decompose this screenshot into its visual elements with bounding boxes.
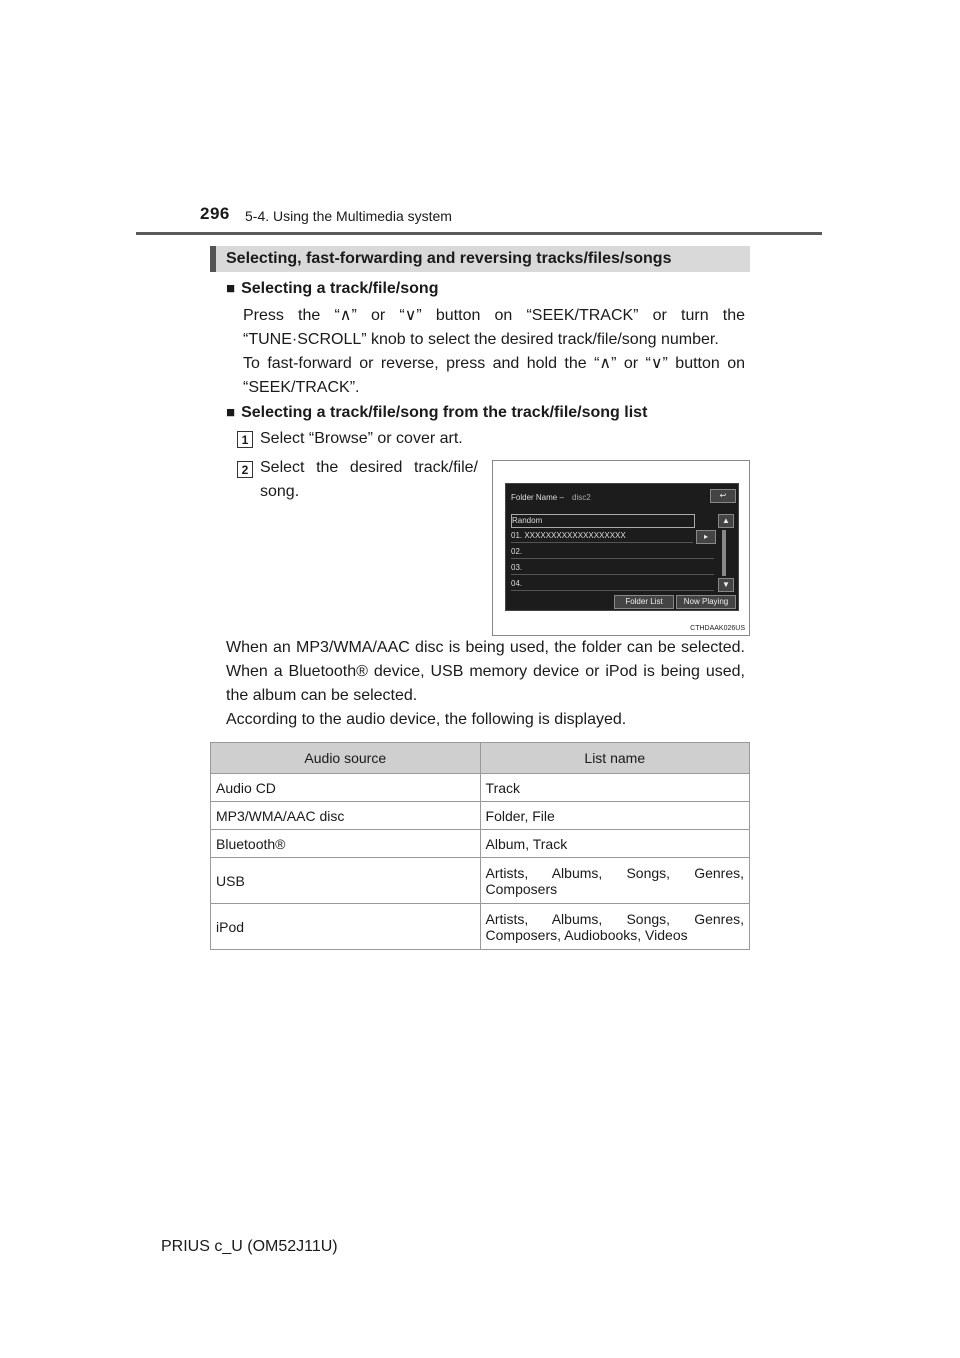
- paragraph-press-button: Press the “∧” or “∨” button on “SEEK/TRACK” or turn the “TUNE·SCROLL” knob to select the desired track/file/song number.: [243, 307, 745, 348]
- step-2-badge: 2: [237, 461, 253, 478]
- step-1-badge: 1: [237, 431, 253, 448]
- audio-source-table: [210, 742, 750, 950]
- section-title-band: [210, 246, 750, 272]
- paragraph-following-displayed: According to the audio device, the following is displayed.: [226, 711, 627, 728]
- column-header: Audio source: [211, 743, 481, 774]
- table-cell: Artists, Albums, Songs, Genres, Composers: [480, 858, 749, 904]
- step-1-text: Select “Browse” or cover art.: [260, 430, 463, 447]
- section-header: 5-4. Using the Multimedia system: [245, 208, 452, 224]
- list-item[interactable]: 04.: [511, 578, 714, 591]
- multimedia-screen: [505, 483, 739, 611]
- list-item[interactable]: 02.: [511, 546, 714, 559]
- table-cell: Folder, File: [480, 802, 749, 830]
- table-cell: USB: [211, 858, 481, 904]
- play-icon: ▸: [703, 532, 708, 541]
- table-cell: iPod: [211, 904, 481, 950]
- paragraph-folder-album: When an MP3/WMA/AAC disc is being used, the folder can be selected. When a Bluetooth® device, USB memory device or iPod is being used, the album can be selected.: [226, 639, 745, 704]
- table-row: [211, 802, 750, 830]
- back-button[interactable]: [710, 489, 736, 503]
- table-row: [211, 858, 750, 904]
- folder-list-button[interactable]: Folder List: [614, 595, 674, 609]
- figure-code: CTHDAAK026US: [690, 625, 745, 632]
- square-bullet-icon: ■: [226, 404, 236, 421]
- return-arrow-icon: ↩: [719, 491, 727, 500]
- table-cell: MP3/WMA/AAC disc: [211, 802, 481, 830]
- table-cell: Audio CD: [211, 774, 481, 802]
- paragraph-fast-forward: To fast-forward or reverse, press and hold the “∧” or “∨” button on “SEEK/TRACK”.: [243, 355, 745, 396]
- list-item[interactable]: Random: [511, 514, 695, 528]
- scroll-down-button[interactable]: [718, 578, 734, 592]
- header-rule: [136, 232, 822, 235]
- list-item[interactable]: 01. XXXXXXXXXXXXXXXXXXX: [511, 530, 693, 543]
- up-arrow-icon: ▲: [722, 516, 730, 525]
- section-title: Selecting, fast-forwarding and reversing tracks/files/songs: [226, 250, 672, 267]
- step-2-text: Select the desired track/file/ song.: [260, 459, 478, 500]
- folder-name-label: Folder Name –: [511, 493, 564, 502]
- table-cell: Track: [480, 774, 749, 802]
- square-bullet-icon: ■: [226, 280, 236, 297]
- heading-select-from-list: ■ Selecting a track/file/song from the track/file/song list: [226, 404, 648, 421]
- scrollbar[interactable]: [722, 530, 726, 576]
- table-cell: Bluetooth®: [211, 830, 481, 858]
- play-more-button[interactable]: [696, 530, 716, 544]
- scroll-up-button[interactable]: [718, 514, 734, 528]
- table-row: [211, 904, 750, 950]
- table-header-row: [211, 743, 750, 774]
- screen-illustration: [492, 460, 750, 636]
- down-arrow-icon: ▼: [722, 580, 730, 589]
- table-row: [211, 830, 750, 858]
- now-playing-button[interactable]: Now Playing: [676, 595, 736, 609]
- column-header: List name: [480, 743, 749, 774]
- table-cell: Artists, Albums, Songs, Genres, Composers, Audiobooks, Videos: [480, 904, 749, 950]
- heading-select-track: ■ Selecting a track/file/song: [226, 280, 439, 297]
- page-number: 296: [200, 204, 230, 223]
- disc-label: disc2: [572, 493, 591, 502]
- list-item[interactable]: 03.: [511, 562, 714, 575]
- table-row: [211, 774, 750, 802]
- table-cell: Album, Track: [480, 830, 749, 858]
- footer-model: PRIUS c_U (OM52J11U): [161, 1238, 338, 1255]
